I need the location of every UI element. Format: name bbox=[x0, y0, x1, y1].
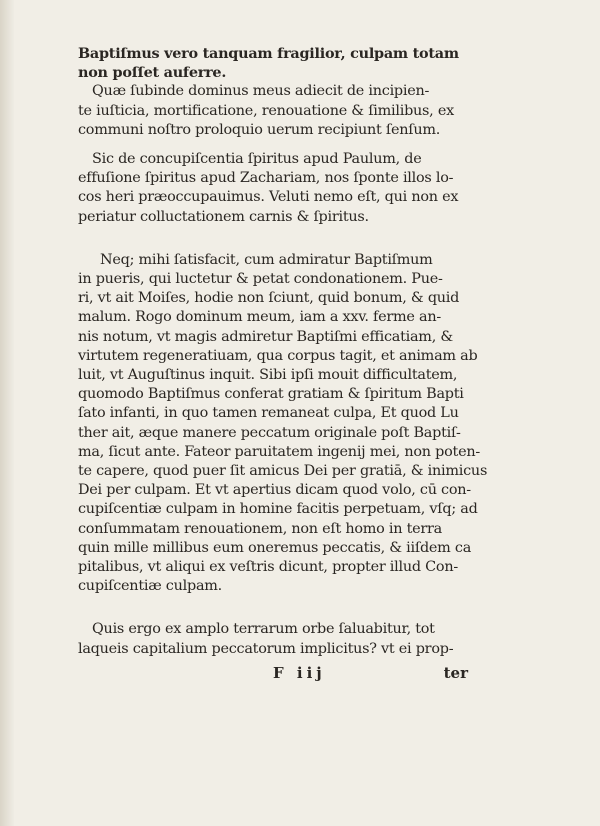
text-line: luit, vt Auguſtinus inquit. Sibi ipſi mouit difficultatem, bbox=[78, 367, 458, 384]
text-line: cupiſcentiæ culpam. bbox=[78, 578, 222, 595]
signature-mark: F iij bbox=[273, 664, 326, 682]
text-line: virtutem regeneratiuam, qua corpus tagit, et animam ab bbox=[78, 347, 478, 364]
text-line: cupiſcentiæ culpam in homine facitis perpetuam, vſq; ad bbox=[78, 501, 478, 518]
text-line: Quis ergo ex amplo terrarum orbe ſaluabitur, tot bbox=[92, 621, 435, 638]
paragraph-2 bbox=[78, 82, 466, 140]
text-line: Dei per culpam. Et vt apertius dicam quod volo, cū con- bbox=[78, 482, 471, 499]
text-line: ma, ſicut ante. Fateor paruitatem ingenij mei, non poten- bbox=[78, 443, 480, 460]
paragraph-4 bbox=[78, 251, 488, 597]
text-line: Quæ ſubinde dominus meus adiecit de incipien- bbox=[92, 83, 430, 100]
text-line: nis notum, vt magis admiretur Baptiſmi efficatiam, & bbox=[78, 328, 453, 345]
catchword: ter bbox=[443, 664, 468, 682]
text-line: ther ait, æque manere peccatum originale poſt Baptiſ- bbox=[78, 424, 461, 441]
text-line: te iuſticia, mortificatione, renouatione & ſimilibus, ex bbox=[78, 102, 454, 119]
text-line: non poſſet auferre. bbox=[78, 64, 227, 82]
paragraph-5 bbox=[78, 620, 466, 658]
text-line: quomodo Baptiſmus conferat gratiam & ſpiritum Bapti bbox=[78, 386, 464, 403]
text-line: ri, vt ait Moiſes, hodie non ſciunt, quid bonum, & quid bbox=[78, 290, 460, 307]
paragraph-3 bbox=[78, 150, 466, 227]
text-line: quin mille millibus eum oneremus peccatis, & iiſdem ca bbox=[78, 539, 472, 556]
text-line: conſummatam renouationem, non eſt homo in terra bbox=[78, 520, 442, 537]
text-line: ſato infanti, in quo tamen remaneat culpa, Et quod Lu bbox=[78, 405, 459, 422]
page-gutter bbox=[0, 0, 14, 826]
text-line: in pueris, qui luctetur & petat condonationem. Pue- bbox=[78, 271, 443, 288]
text-line: periatur colluctationem carnis & ſpiritus. bbox=[78, 208, 369, 225]
paragraph-1 bbox=[78, 44, 466, 82]
text-line: communi noſtro proloquio uerum recipiunt ſenſum. bbox=[78, 121, 441, 138]
text-line: laqueis capitalium peccatorum implicitus? vt ei prop- bbox=[78, 640, 454, 657]
text-line: Sic de concupiſcentia ſpiritus apud Paulum, de bbox=[92, 151, 422, 168]
text-line: malum. Rogo dominum meum, iam a xxv. ferme an- bbox=[78, 309, 441, 326]
text-line: Neq; mihi ſatisfacit, cum admiratur Baptiſmum bbox=[100, 251, 433, 268]
text-line: effuſione ſpiritus apud Zachariam, nos ſponte illos lo- bbox=[78, 170, 454, 187]
text-line: pitalibus, vt aliqui ex veſtris dicunt, propter illud Con- bbox=[78, 559, 458, 576]
text-block bbox=[78, 44, 488, 659]
text-line: te capere, quod puer ſit amicus Dei per gratiā, & inimicus bbox=[78, 463, 488, 480]
text-line: Baptiſmus vero tanquam fragilior, culpam totam bbox=[78, 45, 459, 62]
page-footer bbox=[78, 664, 468, 684]
text-line: cos heri præoccupauimus. Veluti nemo eſt, qui non ex bbox=[78, 189, 459, 206]
